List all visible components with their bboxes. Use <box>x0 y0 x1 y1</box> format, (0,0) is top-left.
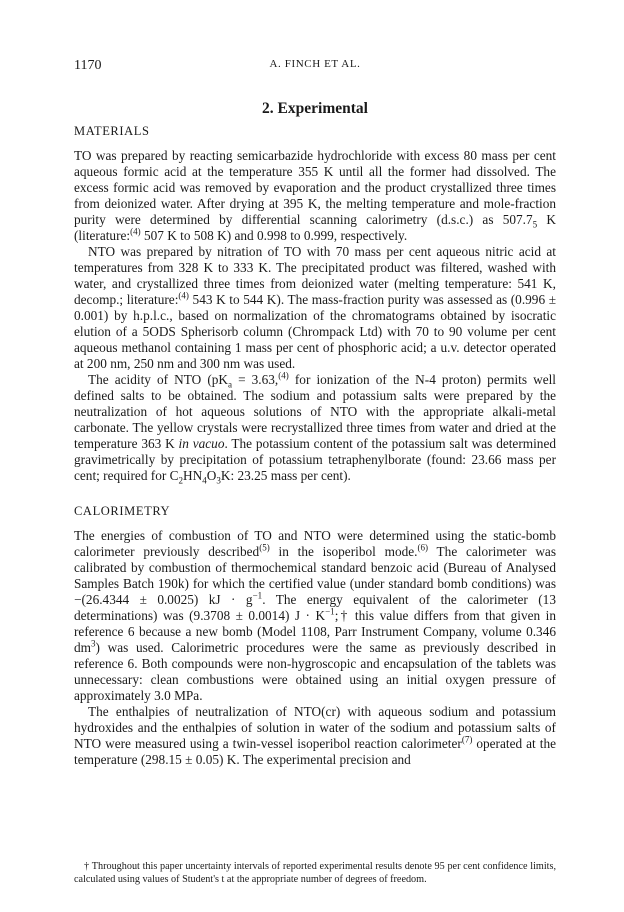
materials-heading: MATERIALS <box>74 124 150 138</box>
materials-paragraph-2: NTO was prepared by nitration of TO with 70 mass per cent aqueous nitric acid at temperatures from 328 K to 333 K. The precipitated product was filtered, washed with water, and crystallized three times from deionized water (melting temperature: 541 K, decomp.; literature:$^{(4)}$ 543 K to 544 K). The mass-fraction purity was assessed as (0.996 ± 0.001) by h.p.l.c., based on normalization of the chromatograms obtained by isocratic elution of a 5ODS Spherisorb column (Chrompack Ltd) with 70 to 90 volume per cent aqueous methanol containing 1 mass per cent of phosphoric acid; a u.v. detector operated at 200 nm, 250 nm and 300 nm was used. <box>74 244 556 371</box>
section-title: 2. Experimental <box>262 100 368 117</box>
materials-paragraph-3: The acidity of NTO ($pK_a = 3.63,^{(4)}$ for ionization of the N-4 proton) permits well defined salts to be obtained. The sodium and potassium salts were prepared by the neutralization of hot aqueous solutions of NTO with the appropriate alkali-metal carbonate. The yellow crystals were recrystallized three times from water and dried at the temperature 363 K in vacuo. The potassium content of the potassium salt was determined gravimetrically by precipitation of potassium tetraphenylborate (found: 23.66 mass per cent; required for $C_2HN_4O_3K$: 23.25 mass per cent). <box>74 370 557 486</box>
calorimetry-paragraph-1: The energies of combustion of TO and NTO were determined using the static-bomb calorimeter previously described$^{(5)}$ in the isoperibol mode.$^{(6)}$ The calorimeter was calibrated by combustion of thermochemical standard benzoic acid (Bureau of Analysed Samples Batch 190k) for which the certified value (under standard bomb conditions) was −(26.4344 ± 0.0025) kJ · $g^{-1}$. The energy equivalent of the calorimeter (13 determinations) was (9.3708 ± 0.0014) $J \cdot K^{-1};\dagger$ this value differs from that given in reference 6 because a new bomb (Model 1108, Parr Instrument Company, volume 0.346 $dm^3$) was used. Calorimetric procedures were the same as previously described in reference 6. Both compounds were non-hygroscopic and encapsulation of the tablets was unnecessary: clean combustions were obtained using an initial oxygen pressure of approximately 3.0 MPa. <box>74 528 557 703</box>
reference-marker: (7) <box>461 734 473 745</box>
running-head: A. FINCH ET AL. <box>269 58 361 70</box>
footnote: † Throughout this paper uncertainty intervals of reported experimental results denote 95 per cent confidence limits, calculated using values of Student's t at the appropriate number of degrees of freedom. <box>74 861 556 885</box>
materials-paragraph-1: TO was prepared by reacting semicarbazide hydrochloride with excess 80 mass per cent aqueous formic acid at the temperature 355 K until all the former had dissolved. The excess formic acid was removed by evaporation and the product crystallized three times from deionized water. After drying at 395 K, the melting temperature and mole-fraction purity were determined by differential scanning calorimetry (d.s.c.) as $507.7_5$ K (literature:$^{(4)}$ 507 K to 508 K) and 0.998 to 0.999, respectively. <box>74 148 556 243</box>
reference-marker: (5) <box>259 542 270 553</box>
reference-marker: (4) <box>278 370 289 381</box>
calorimetry-heading: CALORIMETRY <box>74 504 171 518</box>
page-header <box>74 58 556 78</box>
calorimetry-paragraph-2: The enthalpies of neutralization of NTO(cr) with aqueous sodium and potassium hydroxides and the enthalpies of solution in water of the sodium and potassium salts of NTO were measured using a twin-vessel isoperibol reaction calorimeter$^{(7)}$ operated at the temperature (298.15 ± 0.05) K. The experimental precision and <box>74 704 557 767</box>
reference-marker: (4) <box>178 290 189 301</box>
reference-marker: (4) <box>130 226 141 237</box>
article-body <box>74 100 556 768</box>
page-number: 1170 <box>74 58 102 73</box>
reference-marker: (6) <box>417 542 429 553</box>
